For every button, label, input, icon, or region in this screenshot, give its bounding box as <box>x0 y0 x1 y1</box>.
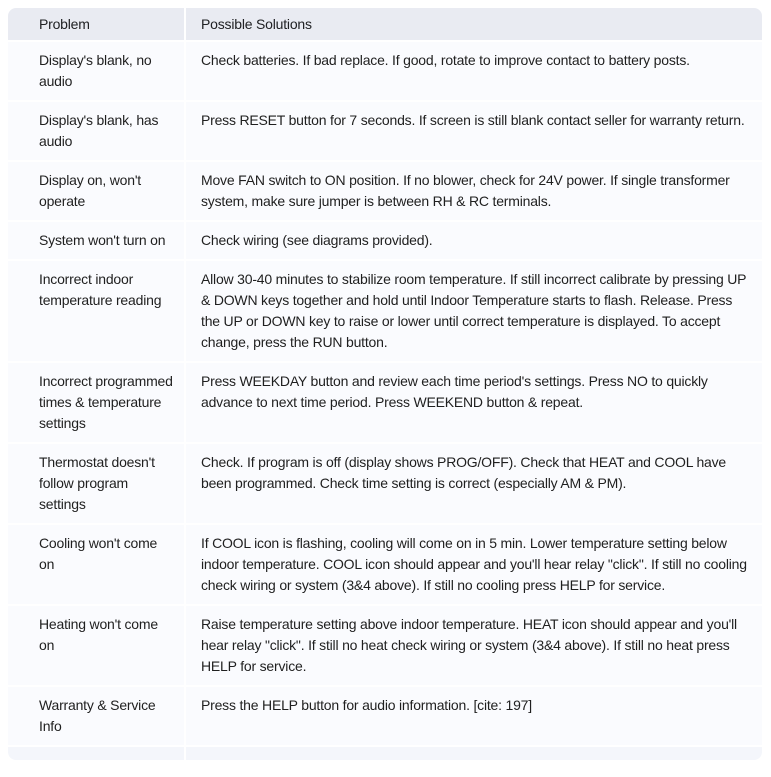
troubleshooting-table <box>8 8 762 760</box>
column-header-problem: Problem <box>8 8 184 40</box>
problem-cell: Incorrect indoor temperature reading <box>8 261 184 361</box>
problem-cell: Display's blank, no audio <box>8 42 184 100</box>
solution-cell: Press RESET button for 7 seconds. If screen is still blank contact seller for warranty return. <box>186 102 762 160</box>
problem-cell: Heating won't come on <box>8 606 184 685</box>
problem-cell: System won't turn on <box>8 222 184 259</box>
solution-cell: Raise temperature setting above indoor temperature. HEAT icon should appear and you'll hear relay "click". If still no heat check wiring or system (3&4 above). If still no heat press HELP for service. <box>186 606 762 685</box>
table-footer-left <box>8 747 184 760</box>
problem-cell: Warranty & Service Info <box>8 687 184 745</box>
solution-cell: Press WEEKDAY button and review each time period's settings. Press NO to quickly advance to next time period. Press WEEKEND button & repeat. <box>186 363 762 442</box>
problem-cell: Display's blank, has audio <box>8 102 184 160</box>
column-header-possible-solutions: Possible Solutions <box>186 8 762 40</box>
solution-cell: Check batteries. If bad replace. If good, rotate to improve contact to battery posts. <box>186 42 762 100</box>
solution-cell: Move FAN switch to ON position. If no blower, check for 24V power. If single transformer system, make sure jumper is between RH & RC terminals. <box>186 162 762 220</box>
problem-cell: Display on, won't operate <box>8 162 184 220</box>
solution-cell: Check wiring (see diagrams provided). <box>186 222 762 259</box>
table-footer-right <box>186 747 762 760</box>
solution-cell: Allow 30-40 minutes to stabilize room temperature. If still incorrect calibrate by pressing UP & DOWN keys together and hold until Indoor Temperature starts to flash. Release. Press the UP or DOWN key to raise or lower until correct temperature is displayed. To accept change, press the RUN button. <box>186 261 762 361</box>
solution-cell: Check. If program is off (display shows PROG/OFF). Check that HEAT and COOL have been programmed. Check time setting is correct (especially AM & PM). <box>186 444 762 523</box>
solution-cell: Press the HELP button for audio information. [cite: 197] <box>186 687 762 745</box>
problem-cell: Incorrect programmed times & temperature settings <box>8 363 184 442</box>
problem-cell: Cooling won't come on <box>8 525 184 604</box>
problem-cell: Thermostat doesn't follow program settings <box>8 444 184 523</box>
solution-cell: If COOL icon is flashing, cooling will come on in 5 min. Lower temperature setting below indoor temperature. COOL icon should appear and you'll hear relay "click". If still no cooling check wiring or system (3&4 above). If still no cooling press HELP for service. <box>186 525 762 604</box>
